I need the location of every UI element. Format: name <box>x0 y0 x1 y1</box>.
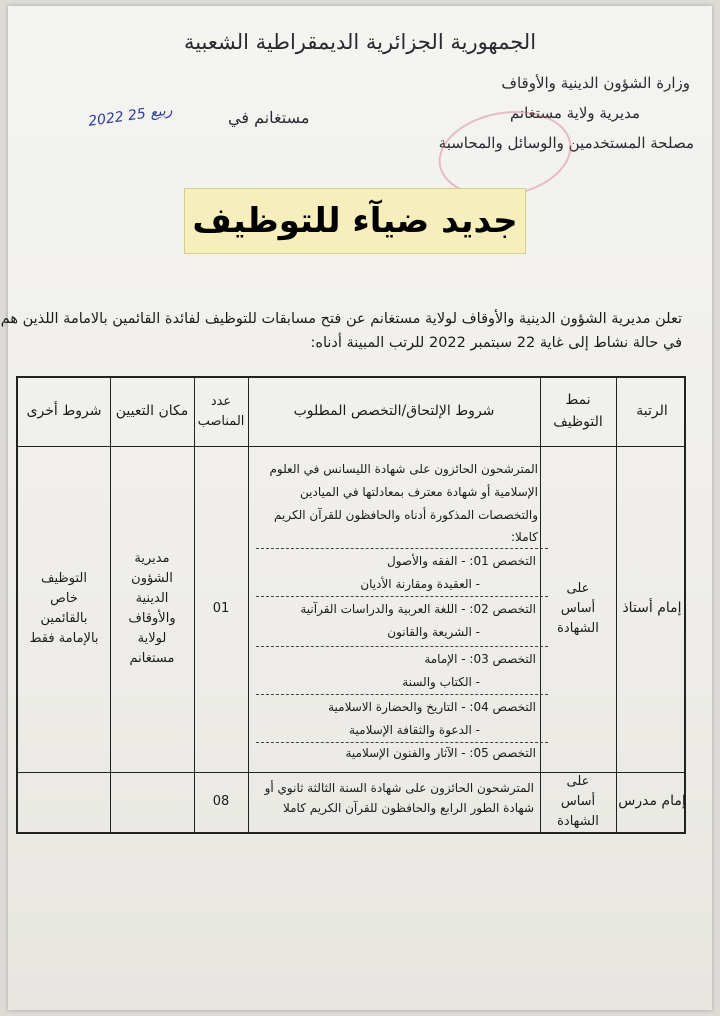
header-mode: نمط التوظيف <box>553 392 603 430</box>
header-positions: عدد المناصب <box>197 393 245 429</box>
republic-heading: الجمهورية الجزائرية الديمقراطية الشعبية <box>183 30 537 54</box>
specialty-01: التخصص 01: - الفقه والأصول - العقيدة ومقارنة الأديان <box>360 554 536 591</box>
specialty-03: التخصص 03: - الإمامة - الكتاب والسنة <box>402 652 536 689</box>
row1-conditions <box>252 458 538 549</box>
row1-positions: 01 <box>212 600 230 616</box>
row2-conditions <box>246 778 534 819</box>
specialty-02: التخصص 02: - اللغة العربية والدراسات القرآنية - الشريعة والقانون <box>300 602 536 639</box>
condition-line: والتخصصات المذكورة أدناه والحافظون للقرآن الكريم كاملا: <box>274 507 538 545</box>
header-other: شروط أخرى <box>26 403 102 420</box>
ministry-line: وزارة الشؤون الدينية والأوقاف <box>501 74 690 92</box>
row2-grade: إمام مدرس <box>618 793 686 810</box>
row1-place: مديرية الشؤون الدينية والأوقاف لولاية مستغانم <box>128 550 176 667</box>
recruitment-banner: جديد ضيآء للتوظيف <box>184 188 526 254</box>
row1-grade: إمام أستاذ <box>622 600 682 617</box>
row2-mode: على أساس الشهادة <box>557 773 599 830</box>
date-stamp: 2022 25 ربيع <box>87 102 174 130</box>
directorate-line: مديرية ولاية مستغانم <box>509 104 640 122</box>
intro-line-2: في حالة نشاط إلى غاية 22 سبتمبر 2022 للرتب المبينة أدناه: <box>310 335 682 351</box>
condition-line: المترشحون الحائزون على شهادة السنة الثالثة ثانوي أو <box>264 781 534 795</box>
place-date-label: مستغانم في <box>228 108 310 127</box>
specialty-04: التخصص 04: - التاريخ والحضارة الاسلامية - الدعوة والثقافة الإسلامية <box>328 700 536 737</box>
row1-other: التوظيف خاص بالقائمين بالإمامة فقط <box>29 570 99 647</box>
header-place: مكان التعيين <box>115 403 189 420</box>
header-conditions: شروط الإلتحاق/التخصص المطلوب <box>293 403 495 420</box>
row1-mode: على أساس الشهادة <box>557 580 599 637</box>
condition-line: شهادة الطور الرابع والحافظون للقرآن الكريم كاملا <box>282 801 534 816</box>
condition-line: الإسلامية أو شهادة معترف بمعادلتها في الميادين <box>300 484 538 499</box>
header-grade: الرتبة <box>636 403 668 420</box>
condition-line: المترشحون الحائزون على شهادة الليسانس في العلوم <box>269 462 538 476</box>
intro-line-1: تعلن مديرية الشؤون الدينية والأوقاف لولاية مستغانم عن فتح مسابقات للتوظيف لفائدة القائمين بالامامة اللذين هم <box>0 311 682 327</box>
recruitment-table <box>16 376 686 834</box>
specialty-05: التخصص 05: - الآثار والفنون الإسلامية <box>345 746 536 760</box>
row2-positions: 08 <box>212 793 230 809</box>
service-line: مصلحة المستخدمين والوسائل والمحاسبة <box>438 134 694 152</box>
